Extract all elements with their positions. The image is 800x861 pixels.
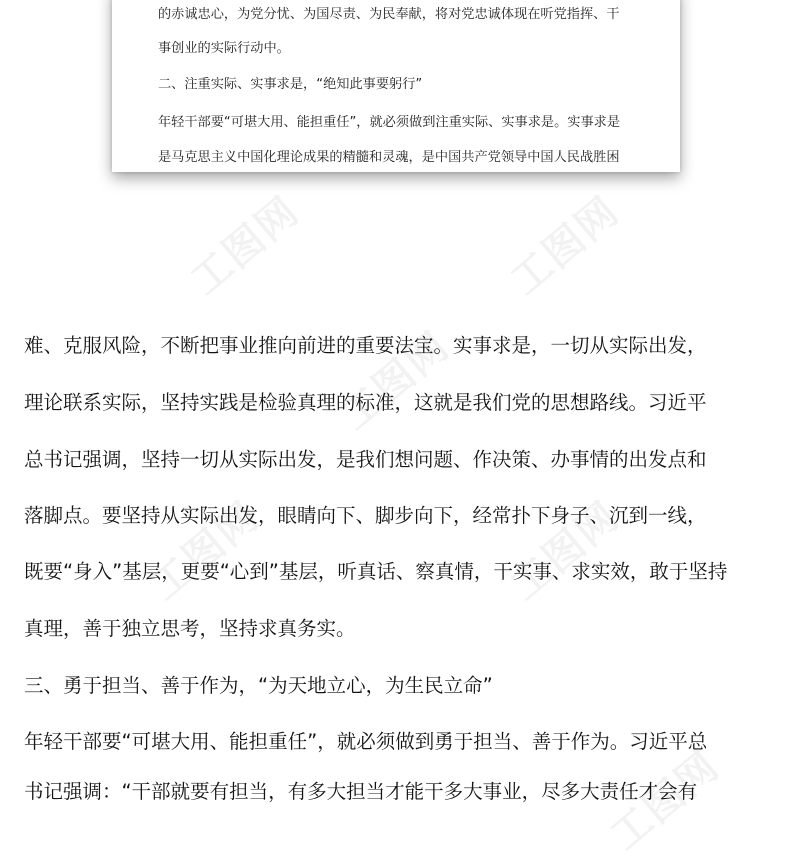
body-line-9: 书记强调：“干部就要有担当，有多大担当才能干多大事业，尽多大责任才会有 [24,780,698,803]
body-line-2: 理论联系实际，坚持实践是检验真理的标准，这就是我们党的思想路线。习近平 [24,391,707,414]
preview-heading-2: 二、注重实际、实事求是，“绝知此事要躬行” [158,77,423,92]
preview-line-1: 的赤诚忠心，为党分忧、为国尽责、为民奉献，将对党忠诚体现在听党指挥、干 [158,7,620,22]
watermark: 工图网 [602,743,729,860]
watermark: 工图网 [332,323,459,440]
body-line-8: 年轻干部要“可堪大用、能担重任”，就必须做到勇于担当、善于作为。习近平总 [24,730,708,753]
preview-line-5: 是马克思主义中国化理论成果的精髓和灵魂，是中国共产党领导中国人民战胜困 [158,150,620,165]
body-line-1: 难、克服风险，不断把事业推向前进的重要法宝。实事求是，一切从实际出发， [24,334,707,357]
preview-line-2: 事创业的实际行动中。 [158,41,290,56]
watermark: 工图网 [502,188,629,305]
watermark: 工图网 [502,493,629,610]
document-preview-card [112,0,680,172]
section-heading-3: 三、勇于担当、善于作为，“为天地立心，为生民立命” [24,674,493,697]
body-line-5: 既要“身入”基层，更要“心到”基层，听真话、察真情，干实事、求实效，敢于坚持 [24,560,728,583]
body-line-4: 落脚点。要坚持从实际出发，眼睛向下、脚步向下，经常扑下身子、沉到一线， [24,504,707,527]
watermark: 工图网 [182,188,309,305]
body-line-6: 真理，善于独立思考，坚持求真务实。 [24,617,356,640]
body-line-3: 总书记强调，坚持一切从实际出发，是我们想问题、作决策、办事情的出发点和 [24,448,707,471]
watermark: 工图网 [142,493,269,610]
preview-line-4: 年轻干部要“可堪大用、能担重任”，就必须做到注重实际、实事求是。实事求是 [158,115,621,130]
